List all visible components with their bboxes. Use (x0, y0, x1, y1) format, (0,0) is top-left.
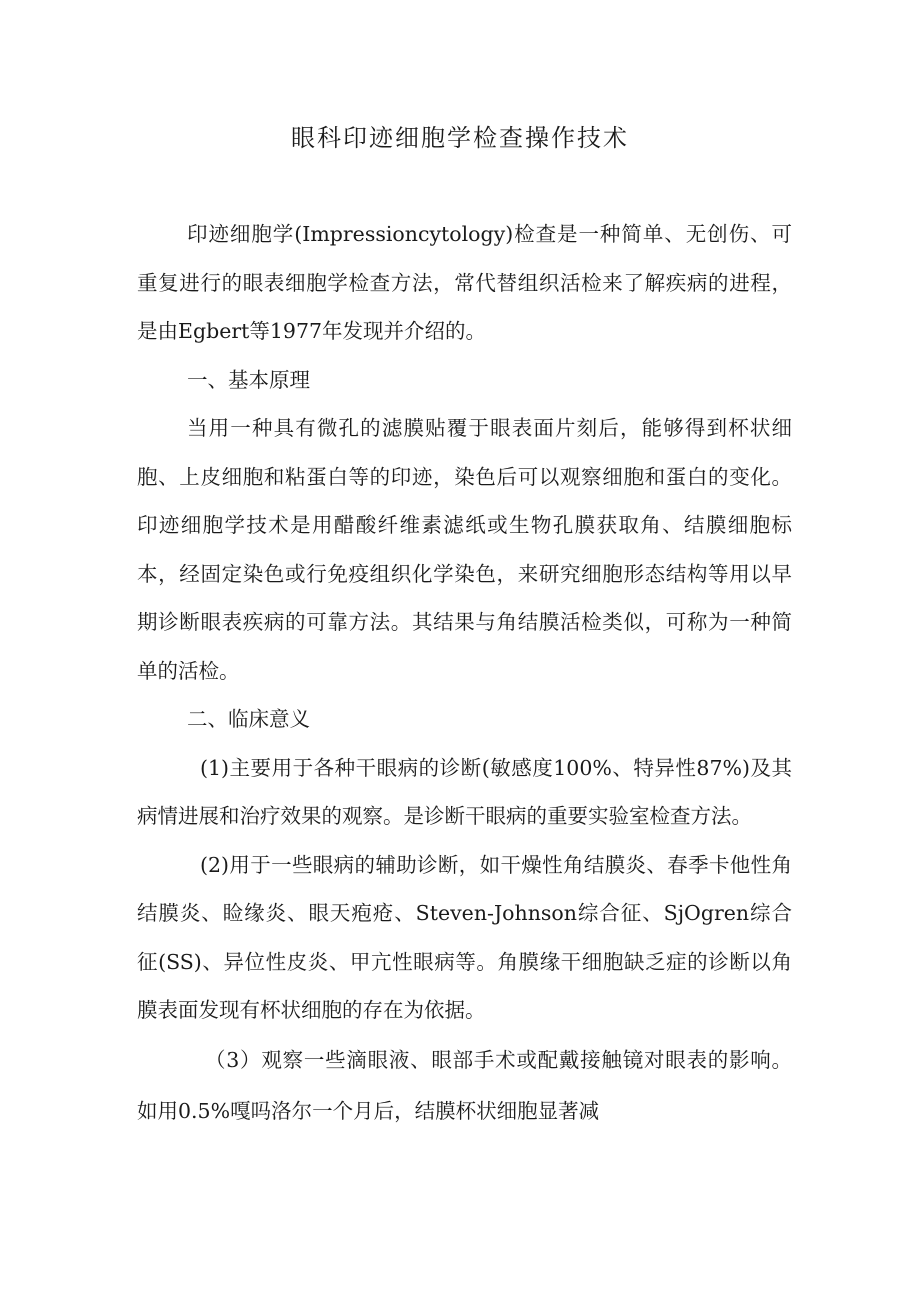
clinical-item-1: (1)主要用于各种干眼病的诊断(敏感度100%、特异性87%)及其病情进展和治疗效果的观察。是诊断干眼病的重要实验室检查方法。 (137, 755, 792, 828)
section-heading-principle: 一、基本原理 (187, 367, 310, 392)
principle-paragraph: 当用一种具有微孔的滤膜贴覆于眼表面片刻后，能够得到杯状细胞、上皮细胞和粘蛋白等的印迹，染色后可以观察细胞和蛋白的变化。印迹细胞学技术是用醋酸纤维素滤纸或生物孔膜获取角、结膜细胞标本，经固定染色或行免疫组织化学染色，来研究细胞形态结构等用以早期诊断眼表疾病的可靠方法。其结果与角结膜活检类似，可称为一种简单的活检。 (137, 416, 792, 683)
clinical-item-2: (2)用于一些眼病的辅助诊断，如干燥性角结膜炎、春季卡他性角结膜炎、睑缘炎、眼天疱疮、Steven-Johnson综合征、SjOgren综合征(SS)、异位性皮炎、甲亢性眼病等。角膜缘干细胞缺乏症的诊断以角膜表面发现有杯状细胞的存在为依据。 (137, 852, 792, 1022)
section-heading-clinical: 二、临床意义 (187, 707, 310, 731)
document-title: 眼科印迹细胞学检查操作技术 (291, 124, 629, 152)
clinical-item-3: （3）观察一些滴眼液、眼部手术或配戴接触镜对眼表的影响。如用0.5%嘎吗洛尔一个月后，结膜杯状细胞显著减 (137, 1047, 792, 1123)
document-body (137, 210, 792, 1137)
intro-paragraph: 印迹细胞学(Impressioncytology)检查是一种简单、无创伤、可重复进行的眼表细胞学检查方法，常代替组织活检来了解疾病的进程，是由Egbert等1977年发现并介绍的。 (137, 222, 792, 343)
